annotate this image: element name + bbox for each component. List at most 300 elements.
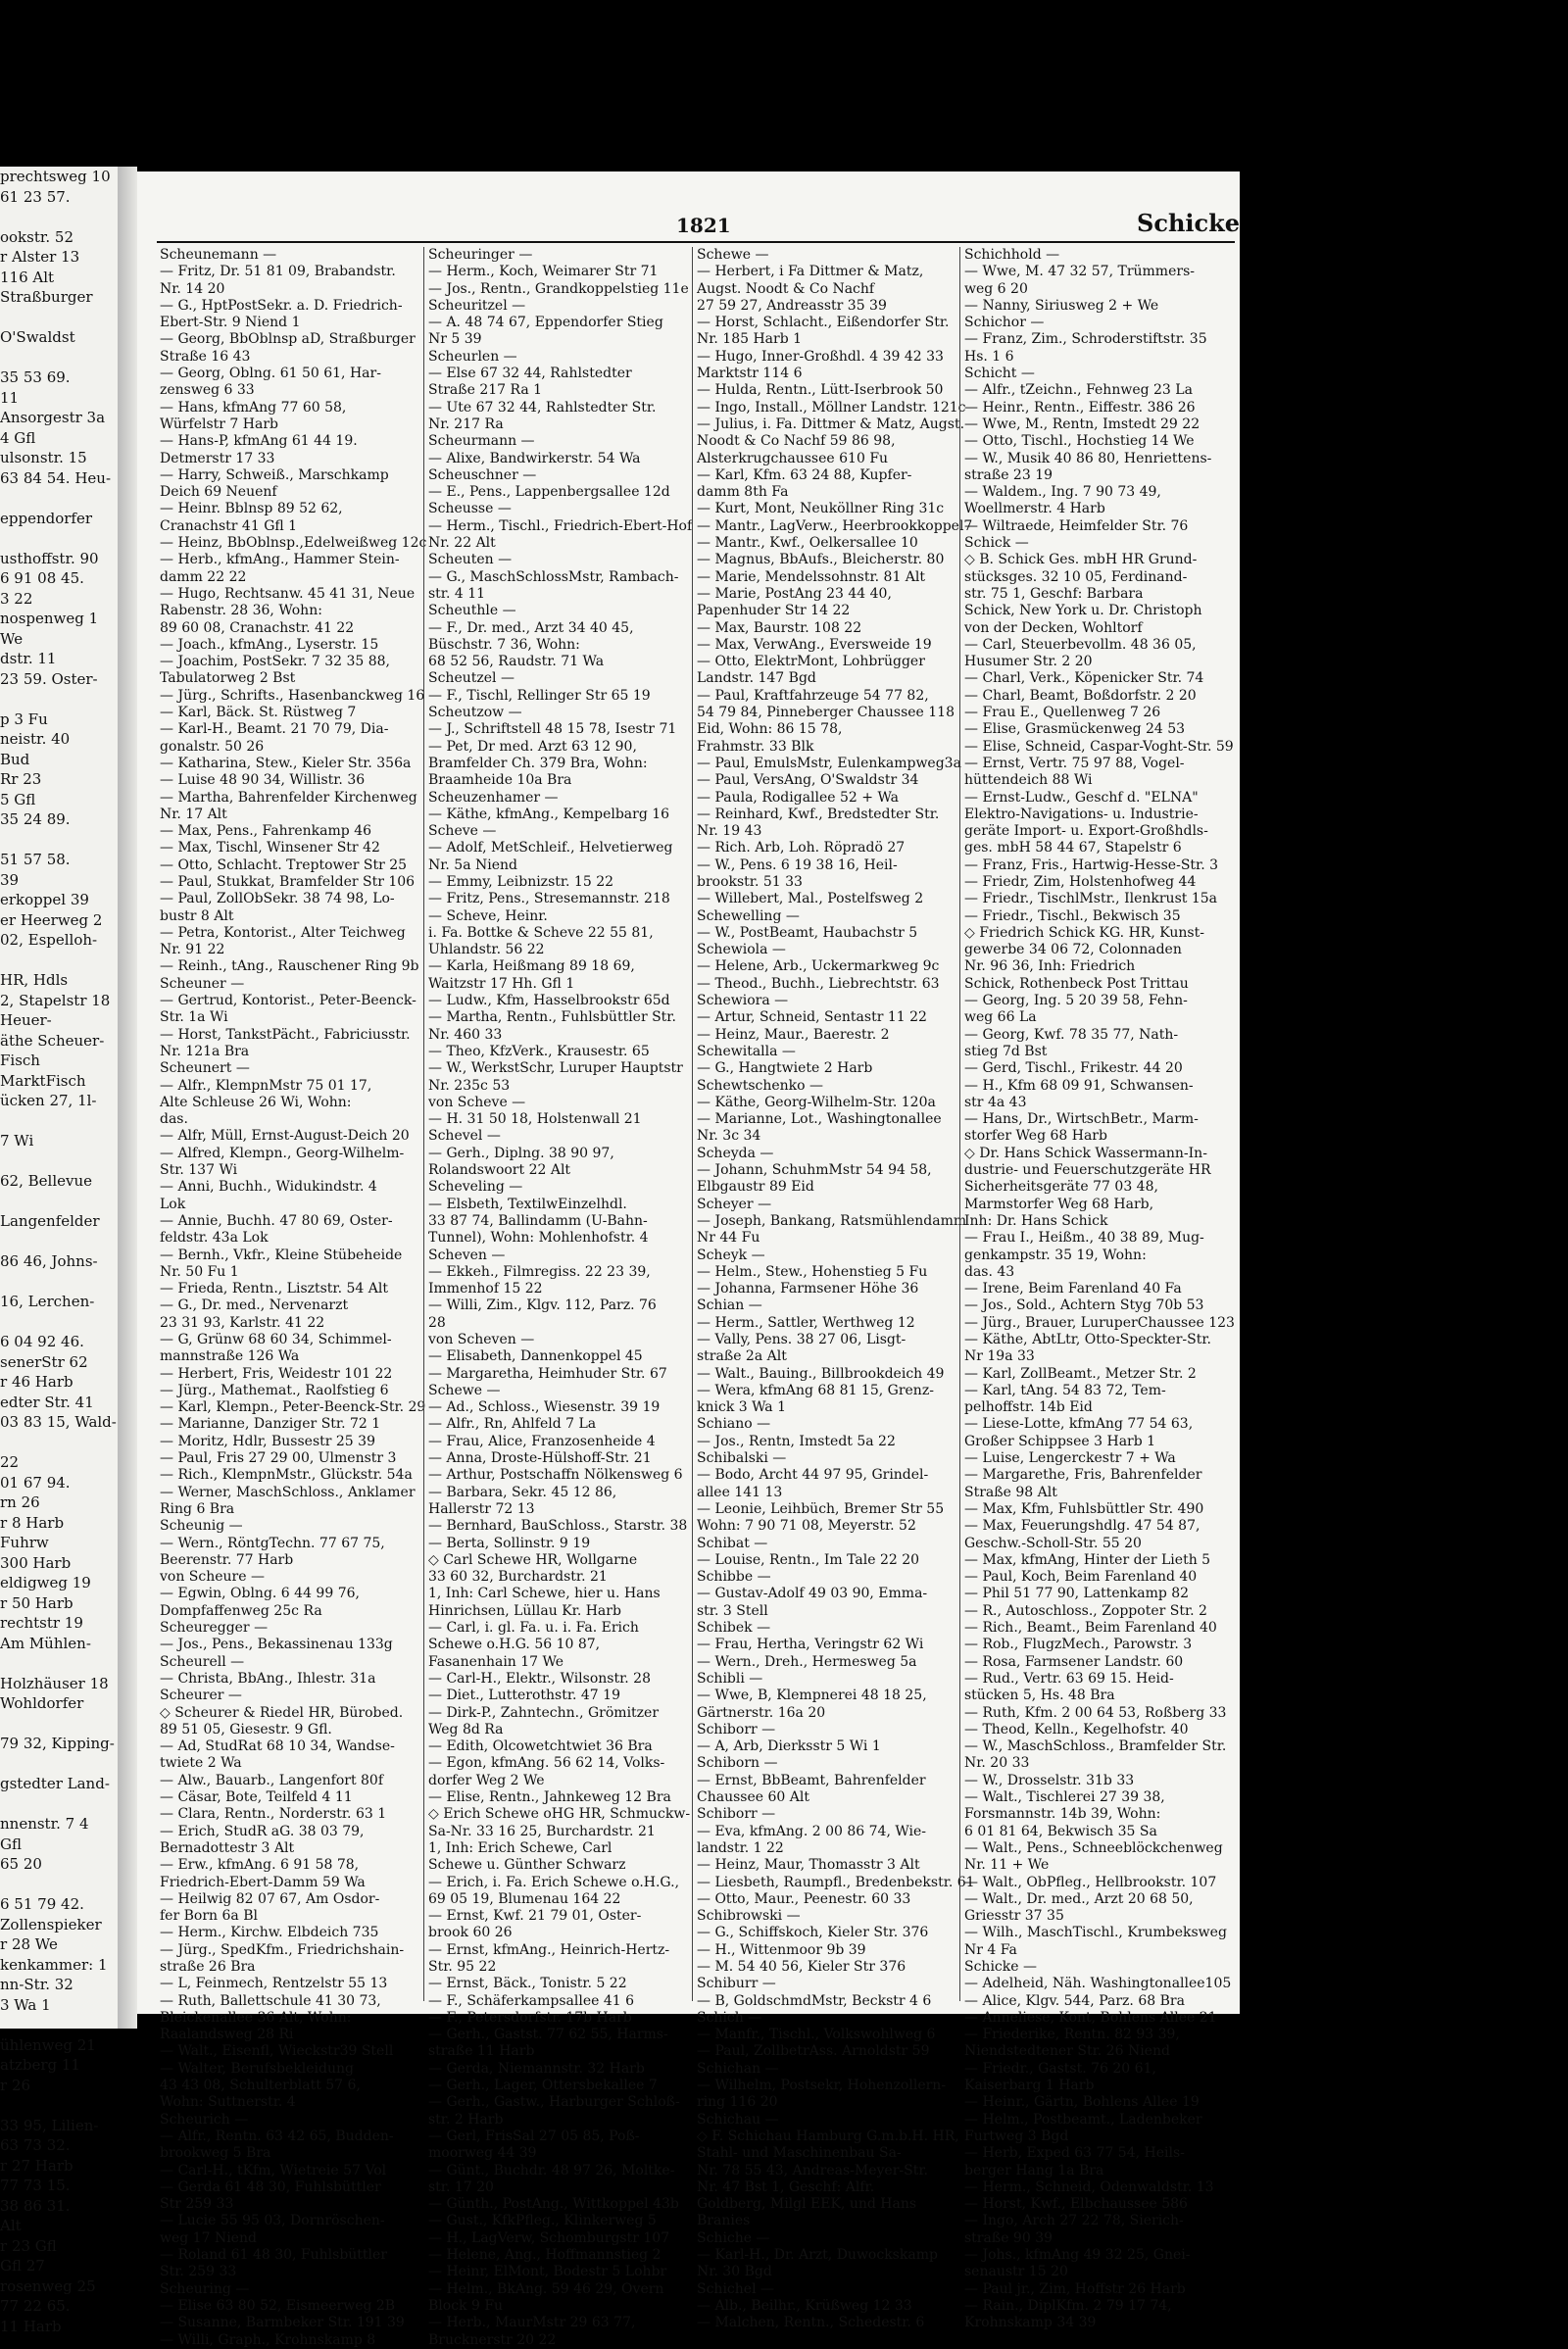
- directory-entry-line: das.: [160, 1111, 188, 1128]
- directory-entry-line: — Louise, Rentn., Im Tale 22 20: [697, 1551, 920, 1568]
- directory-entry-line: Inh: Dr. Hans Schick: [964, 1212, 1108, 1229]
- directory-entry-line: — Gerh., Lager, Ottersbekallee 7: [428, 2078, 658, 2094]
- surname-heading: Schick —: [964, 535, 1029, 552]
- left-page-line: 01 67 94.: [0, 1473, 71, 1492]
- directory-entry-line: — Ernst, Kwf. 21 79 01, Oster-: [428, 1908, 642, 1925]
- left-page-line: [0, 1754, 118, 1775]
- left-page-line: ookstr. 52: [0, 227, 74, 246]
- directory-entry-line: — G., Dr. med., Nervenarzt: [160, 1297, 349, 1314]
- directory-entry-line: Tunnel), Wohn: Mohlenhofstr. 4: [428, 1230, 649, 1247]
- surname-heading: Schichhold —: [964, 247, 1060, 263]
- left-page-line: HR, Hdls: [0, 971, 69, 989]
- directory-entry-line: 28: [428, 1314, 446, 1331]
- directory-entry-line: — Max, VerwAng., Eversweide 19: [697, 636, 932, 653]
- directory-entry-line: Nr. 121a Bra: [160, 1043, 250, 1059]
- left-page-line: rn 26: [0, 1493, 40, 1511]
- directory-entry-line: — Ernst, BbBeamt, Bahrenfelder: [697, 1772, 926, 1788]
- directory-entry-line: — Herm., Schneid, Odenwaldstr. 13: [964, 2178, 1214, 2195]
- directory-entry-line: Bernadottestr 3 Alt: [160, 1839, 295, 1856]
- directory-entry-line: — Jürg., Brauer, LuruperChaussee 123: [964, 1314, 1235, 1331]
- directory-entry-line: — Georg, Oblng. 61 50 61, Har-: [160, 366, 381, 382]
- directory-entry-line: — Marianne, Danziger Str. 72 1: [160, 1416, 381, 1433]
- left-page-line: 63 84 54. Heu-: [0, 468, 112, 487]
- directory-entry-line: — Ingo, Install., Möllner Landstr. 121c: [697, 399, 966, 416]
- left-page-line: erkoppel 39: [0, 891, 89, 908]
- directory-entry-line: Str 259 33: [160, 2196, 234, 2213]
- directory-entry-line: 68 52 56, Raudstr. 71 Wa: [428, 654, 605, 670]
- directory-entry-line: — Eva, kfmAng. 2 00 86 74, Wie-: [697, 1823, 926, 1839]
- directory-entry-line: i. Fa. Bottke & Scheve 22 55 81,: [428, 924, 654, 941]
- directory-entry-line: — Helm., Stew., Hohenstieg 5 Fu: [697, 1263, 928, 1280]
- directory-entry-line: — Karl, Klempn., Peter-Beenck-Str. 29: [160, 1399, 426, 1416]
- directory-entry-line: — Paul, Fris 27 29 00, Ulmenstr 3: [160, 1450, 397, 1467]
- surname-heading: Schibalski —: [697, 1450, 787, 1467]
- directory-entry-line: — Elise 63 80 52, Eismeerweg 2B: [160, 2297, 396, 2314]
- directory-entry-line: — Otto, Tischl., Hochstieg 14 We: [964, 433, 1195, 450]
- directory-entry-line: Nr 4 Fa: [964, 1941, 1017, 1958]
- directory-entry-line: Nr. 460 33: [428, 1026, 503, 1043]
- directory-entry-line: von der Decken, Wohltorf: [964, 619, 1143, 636]
- directory-entry-line: — Kurt, Mont, Neuköllner Ring 31c: [697, 501, 945, 517]
- surname-heading: Scheyk —: [697, 1247, 765, 1263]
- surname-heading: Scheuzenhamer —: [428, 789, 559, 806]
- directory-entry-line: — H., Wittenmoor 9b 39: [697, 1941, 866, 1958]
- directory-entry-line: Nr 19a 33: [964, 1348, 1035, 1365]
- directory-entry-line: damm 8th Fa: [697, 484, 789, 501]
- directory-entry-line: — Reinh., tAng., Rauschener Ring 9b: [160, 958, 419, 975]
- directory-entry-line: — Ruth, Ballettschule 41 30 73,: [160, 1992, 381, 2009]
- directory-entry-line: — Marie, PostAng 23 44 40,: [697, 585, 892, 602]
- directory-entry-line: Detmerstr 17 33: [160, 450, 275, 466]
- directory-entry-line: ◇ Friedrich Schick KG. HR, Kunst-: [964, 924, 1204, 941]
- directory-entry-line: — Hans-P, kfmAng 61 44 19.: [160, 433, 358, 450]
- directory-entry-line: — R., Autoschloss., Zoppoter Str. 2: [964, 1602, 1207, 1619]
- directory-entry-line: weg 17 Niend: [160, 2229, 257, 2246]
- directory-entry-line: — F., Dr. med., Arzt 34 40 45,: [428, 619, 634, 636]
- directory-entry-line: — Friedr., Gastst. 76 20 61,: [964, 2060, 1156, 2077]
- surname-heading: Schichor —: [964, 315, 1045, 331]
- directory-entry-line: Griesstr 37 35: [964, 1908, 1064, 1925]
- directory-entry-line: — Alfred, Klempn., Georg-Wilhelm-: [160, 1145, 405, 1161]
- directory-entry-line: stücken 5, Hs. 48 Bra: [964, 1688, 1115, 1704]
- surname-heading: Scheuthle —: [428, 603, 516, 619]
- directory-entry-line: — G., MaschSchlossMstr, Rambach-: [428, 568, 679, 585]
- directory-entry-line: — M. 54 40 56, Kieler Str 376: [697, 1958, 906, 1975]
- directory-entry-line: — W., WerkstSchr, Luruper Hauptstr: [428, 1060, 683, 1077]
- directory-entry-line: Ring 6 Bra: [160, 1500, 235, 1517]
- directory-entry-line: Nr. 217 Ra: [428, 416, 504, 432]
- left-page-line: gstedter Land-: [0, 1775, 110, 1792]
- directory-entry-line: — Johs., kfmAng 49 32 25, Gnei-: [964, 2247, 1191, 2264]
- directory-entry-line: — Rich., KlempnMstr., Glückstr. 54a: [160, 1467, 413, 1484]
- directory-entry-line: — Martha, Rentn., Fuhlsbüttler Str.: [428, 1009, 676, 1026]
- directory-entry-line: — Joach., kfmAng., Lyserstr. 15: [160, 636, 379, 653]
- surname-heading: Scheuritzel —: [428, 297, 526, 314]
- running-headword: Schicke: [1137, 209, 1241, 237]
- directory-entry-line: Alsterkrugchaussee 610 Fu: [697, 450, 889, 466]
- left-page-line: Ansorgestr 3a: [0, 409, 106, 426]
- directory-entry-line: — Theo, KfzVerk., Krausestr. 65: [428, 1043, 650, 1059]
- directory-entry-line: Nr. 78 55 43, Andreas-Meyer-Str.: [697, 2162, 928, 2178]
- directory-entry-line: — Harry, Schweiß., Marschkamp: [160, 466, 389, 483]
- directory-entry-line: — Jürg., Mathemat., Raolfstieg 6: [160, 1382, 389, 1398]
- directory-entry-line: — Herb., MaurMstr 29 63 77,: [428, 2315, 636, 2331]
- directory-entry-line: — Alfr., tZeichn., Fehnweg 23 La: [964, 382, 1193, 399]
- directory-entry-line: — Paul, VersAng, O'Swaldstr 34: [697, 772, 919, 789]
- directory-entry-line: — Theod., Buchh., Liebrechtstr. 63: [697, 975, 940, 992]
- directory-entry-line: Augst. Noodt & Co Nachf: [697, 280, 875, 297]
- directory-entry-line: Goldberg, Milgl EEK, und Hans: [697, 2196, 917, 2213]
- left-page-line: [0, 528, 118, 549]
- directory-entry-line: — Heinz, Maur, Thomasstr 3 Alt: [697, 1857, 920, 1874]
- surname-heading: Scheuschner —: [428, 466, 537, 483]
- left-page-line: 77 73 15.: [0, 2177, 71, 2194]
- directory-entry-line: — Heinr. Bblnsp 89 52 62,: [160, 501, 343, 517]
- directory-entry-line: ◇ B. Schick Ges. mbH HR Grund-: [964, 552, 1198, 568]
- directory-entry-line: — Alw., Bauarb., Langenfort 80f: [160, 1772, 384, 1788]
- directory-entry-line: — Wiltraede, Heimfelder Str. 76: [964, 517, 1189, 534]
- directory-entry-line: — Annie, Buchh. 47 80 69, Oster-: [160, 1212, 393, 1229]
- directory-entry-line: — Julius, i. Fa. Dittmer & Matz, Augst.: [697, 416, 965, 432]
- directory-entry-line: — W., Pens. 6 19 38 16, Heil-: [697, 856, 898, 873]
- directory-entry-line: Str. 95 22: [428, 1958, 497, 1975]
- directory-entry-line: — Friedr, Zim, Holstenhofweg 44: [964, 873, 1197, 890]
- directory-entry-line: — Paul jr., Zim, Hoffstr 26 Harb: [964, 2280, 1186, 2297]
- directory-entry-line: Büschstr. 7 36, Wohn:: [428, 636, 580, 653]
- surname-heading: Schian —: [697, 1297, 762, 1314]
- left-page-line: [0, 1875, 118, 1895]
- directory-entry-line: — Max, Pens., Fahrenkamp 46: [160, 823, 372, 840]
- directory-entry-line: Würfelstr 7 Harb: [160, 416, 278, 432]
- directory-entry-line: — G., Schiffskoch, Kieler Str. 376: [697, 1925, 929, 1941]
- directory-entry-line: Husumer Str. 2 20: [964, 654, 1093, 670]
- directory-entry-line: Marmstorfer Weg 68 Harb,: [964, 1196, 1154, 1212]
- directory-entry-line: — Walt., Dr. med., Arzt 20 68 50,: [964, 1890, 1194, 1907]
- directory-entry-line: — Malchen, Rentn., Schedestr. 6: [697, 2315, 925, 2331]
- directory-entry-line: Ebert-Str. 9 Niend 1: [160, 315, 301, 331]
- directory-entry-line: Alte Schleuse 26 Wi, Wohn:: [160, 1094, 352, 1110]
- directory-entry-line: ◇ Carl Schewe HR, Wollgarne: [428, 1551, 638, 1568]
- directory-entry-line: Nr. 3c 34: [697, 1128, 761, 1145]
- directory-entry-line: — Frau, Hertha, Veringstr 62 Wi: [697, 1637, 924, 1653]
- directory-entry-line: — W., Drosselstr. 31b 33: [964, 1772, 1135, 1788]
- surname-heading: Schiborr —: [697, 1721, 776, 1737]
- directory-entry-line: — A. 48 74 67, Eppendorfer Stieg: [428, 315, 663, 331]
- left-page-line: eldigweg 19: [0, 1574, 91, 1591]
- directory-entry-line: — Rob., FlugzMech., Parowstr. 3: [964, 1637, 1193, 1653]
- left-page-line: 79 32, Kipping-: [0, 1735, 115, 1752]
- left-page-line: äthe Scheuer-: [0, 1031, 105, 1050]
- left-page-line: 300 Harb: [0, 1553, 72, 1572]
- directory-entry-line: stücksges. 32 10 05, Ferdinand-: [964, 568, 1188, 585]
- directory-entry-line: — Otto, Maur., Peenestr. 60 33: [697, 1890, 911, 1907]
- directory-entry-line: Bleickenallee 36 Alt, Wohn:: [160, 2009, 352, 2026]
- directory-entry-line: 69 05 19, Blumenau 164 22: [428, 1890, 621, 1907]
- directory-entry-line: Nr. 17 Alt: [160, 806, 227, 822]
- directory-entry-line: Stahl- und Maschinenbau Sa-: [697, 2145, 902, 2162]
- directory-entry-line: — Charl, Beamt, Boßdorfstr. 2 20: [964, 687, 1197, 704]
- left-page-line: [0, 1433, 118, 1453]
- left-page-line: [0, 1232, 118, 1252]
- directory-column-1: [160, 247, 427, 2348]
- directory-entry-line: — Ute 67 32 44, Rahlstedter Str.: [428, 399, 657, 416]
- directory-entry-line: — Marianne, Lot., Washingtonallee: [697, 1111, 942, 1128]
- directory-entry-line: Nr. 91 22: [160, 942, 225, 958]
- directory-entry-line: Woellmerstr. 4 Harb: [964, 501, 1105, 517]
- directory-entry-line: weg 6 20: [964, 280, 1028, 297]
- left-page-line: r 50 Harb: [0, 1593, 74, 1612]
- surname-heading: Scheusse —: [428, 501, 512, 517]
- directory-entry-line: — Walter, Berufsbekleidung: [160, 2060, 354, 2077]
- surname-heading: Schiborn —: [697, 1755, 778, 1772]
- left-page-line: r 27 Harb: [0, 2156, 74, 2175]
- directory-entry-line: — Willi, Zim., Klgv. 112, Parz. 76: [428, 1297, 657, 1314]
- directory-entry-line: Uhlandstr. 56 22: [428, 942, 545, 958]
- directory-entry-line: — Manfr., Tischl., Volkswohlweg 6: [697, 2027, 936, 2043]
- directory-entry-line: — Clara, Rentn., Norderstr. 63 1: [160, 1806, 387, 1823]
- directory-entry-line: — Elisabeth, Dannenkoppel 45: [428, 1348, 643, 1365]
- directory-entry-line: Nr 5 39: [428, 331, 482, 348]
- directory-entry-line: — Anna, Droste-Hülshoff-Str. 21: [428, 1450, 652, 1467]
- directory-entry-line: Fasanenhain 17 We: [428, 1653, 564, 1670]
- directory-entry-line: weg 66 La: [964, 1009, 1037, 1026]
- directory-entry-line: Schick, Rothenbeck Post Trittau: [964, 975, 1189, 992]
- directory-entry-line: Braamheide 10a Bra: [428, 772, 572, 789]
- directory-entry-line: — Berta, Sollinstr. 9 19: [428, 1535, 591, 1551]
- surname-heading: Schibli —: [697, 1670, 763, 1687]
- directory-entry-line: — Hans, Dr., WirtschBetr., Marm-: [964, 1111, 1199, 1128]
- directory-entry-line: — Paul, Koch, Beim Farenland 40: [964, 1569, 1198, 1586]
- directory-entry-line: — Rich. Arb, Loh. Röpradö 27: [697, 840, 906, 856]
- directory-entry-line: — Elise, Rentn., Jahnkeweg 12 Bra: [428, 1789, 671, 1806]
- directory-entry-line: — Ernst, Vertr. 75 97 88, Vogel-: [964, 755, 1185, 771]
- left-page-line: ücken 27, 1l-: [0, 1092, 97, 1109]
- directory-entry-line: — Ruth, Kfm. 2 00 64 53, Roßberg 33: [964, 1704, 1227, 1721]
- left-page-line: 03 83 15, Wald-: [0, 1413, 117, 1431]
- directory-entry-line: — Wilh., MaschTischl., Krumbeksweg: [964, 1925, 1227, 1941]
- directory-entry-line: — Egon, kfmAng. 56 62 14, Volks-: [428, 1755, 665, 1772]
- directory-entry-line: — Barbara, Sekr. 45 12 86,: [428, 1484, 617, 1500]
- directory-entry-line: Cranachstr 41 Gfl 1: [160, 517, 298, 534]
- directory-entry-line: — Liesbeth, Raumpfl., Bredenbekstr. 61: [697, 1874, 975, 1890]
- surname-heading: Scheurell —: [160, 1653, 245, 1670]
- directory-entry-line: Landstr. 147 Bgd: [697, 670, 816, 687]
- directory-entry-line: — Karl, tAng. 54 83 72, Tem-: [964, 1382, 1166, 1398]
- directory-entry-line: — Alice, Klgv. 544, Parz. 68 Bra: [964, 1992, 1185, 2009]
- directory-entry-line: Str. 259 33: [160, 2264, 237, 2280]
- directory-entry-line: 89 51 05, Giesestr. 9 Gfl.: [160, 1721, 332, 1737]
- left-page-line: Heuer-: [0, 1011, 52, 1029]
- left-page-line: er Heerweg 2: [0, 910, 103, 929]
- surname-heading: Scheunert —: [160, 1060, 250, 1077]
- directory-entry-line: — Jürg., SpedKfm., Friedrichshain-: [160, 1941, 405, 1958]
- directory-entry-line: 1, Inh: Carl Schewe, hier u. Hans: [428, 1586, 661, 1602]
- directory-entry-line: — Gerh., Diplng. 38 90 97,: [428, 1145, 614, 1161]
- directory-entry-line: — Jürg., Schrifts., Hasenbanckweg 16: [160, 687, 425, 704]
- directory-entry-line: — Herm., Kirchw. Elbdeich 735: [160, 1925, 379, 1941]
- left-page-line: Fuhrw: [0, 1534, 49, 1551]
- left-page-line: Am Mühlen-: [0, 1634, 91, 1652]
- left-page-line: [0, 1192, 118, 1212]
- surname-heading: Scheurich —: [160, 2111, 249, 2128]
- directory-entry-line: — Franz, Zim., Schroderstiftstr. 35: [964, 331, 1207, 348]
- directory-entry-line: gonalstr. 50 26: [160, 738, 265, 755]
- left-page-line: nn-Str. 32: [0, 1976, 74, 1993]
- directory-entry-line: — Herm., Sattler, Werthweg 12: [697, 1314, 915, 1331]
- directory-entry-line: — Friedr., Tischl., Bekwisch 35: [964, 907, 1181, 924]
- left-page-line: nospenweg 1: [0, 610, 99, 627]
- left-page-line: r 8 Harb: [0, 1513, 65, 1532]
- directory-entry-line: — Scheve, Heinr.: [428, 907, 548, 924]
- directory-entry-line: — Martha, Bahrenfelder Kirchenweg: [160, 789, 417, 806]
- left-page-line: 63 73 32.: [0, 2136, 71, 2154]
- page-number: 1821: [676, 214, 731, 237]
- directory-entry-line: stieg 7d Bst: [964, 1043, 1048, 1059]
- directory-entry-line: Elbgaustr 89 Eid: [697, 1179, 814, 1196]
- left-page-line: 65 20: [0, 1855, 42, 1873]
- directory-entry-line: — Wern., Dreh., Hermesweg 5a: [697, 1653, 917, 1670]
- left-page-line: Gfl: [0, 1835, 22, 1853]
- left-page-line: 6 04 92 46.: [0, 1333, 84, 1350]
- surname-heading: Scheuring —: [160, 2280, 250, 2297]
- directory-entry-line: — Otto, Schlacht. Treptower Str 25: [160, 856, 408, 873]
- directory-entry-line: — Max, kfmAng, Hinter der Lieth 5: [964, 1551, 1211, 1568]
- directory-entry-line: Nr. 14 20: [160, 280, 225, 297]
- directory-entry-line: — H. 31 50 18, Holstenwall 21: [428, 1111, 642, 1128]
- directory-entry-line: — W., Musik 40 86 80, Henriettens-: [964, 450, 1212, 466]
- directory-entry-line: Nr. 30 Bgd: [697, 2264, 772, 2280]
- surname-heading: Schewtschenko —: [697, 1077, 824, 1094]
- surname-heading: Scheunemann —: [160, 247, 277, 263]
- directory-entry-line: Sicherheitsgeräte 77 03 48,: [964, 1179, 1158, 1196]
- directory-entry-line: — Karl-H., Dr. Arzt, Duwockskamp: [697, 2247, 938, 2264]
- directory-entry-line: — Max, Baurstr. 108 22: [697, 619, 862, 636]
- directory-entry-line: feldstr. 43a Lok: [160, 1230, 269, 1247]
- directory-entry-line: str. 3 Stell: [697, 1602, 768, 1619]
- directory-column-2: [428, 247, 693, 2348]
- directory-entry-line: — Käthe, AbtLtr, Otto-Speckter-Str.: [964, 1332, 1211, 1347]
- left-page-line: prechtsweg 10: [0, 168, 111, 185]
- left-page-line: neistr. 40: [0, 730, 71, 748]
- directory-entry-line: — Carl-H., Elektr., Wilsonstr. 28: [428, 1670, 651, 1687]
- surname-heading: Schicht —: [964, 366, 1035, 382]
- column-divider: [692, 247, 693, 2001]
- directory-entry-line: Schewe u. Günther Schwarz: [428, 1857, 626, 1874]
- directory-entry-line: — Werner, MaschSchloss., Anklamer: [160, 1484, 416, 1500]
- directory-entry-line: — Paul, Kraftfahrzeuge 54 77 82,: [697, 687, 929, 704]
- directory-entry-line: — W., PostBeamt, Haubachstr 5: [697, 924, 918, 941]
- surname-heading: Scheurmann —: [428, 433, 535, 450]
- directory-entry-line: str. 75 1, Geschf: Barbara: [964, 585, 1144, 602]
- directory-entry-line: — Lucie 55 95 03, Dornröschen-: [160, 2213, 385, 2229]
- directory-entry-line: Nr. 20 33: [964, 1755, 1030, 1772]
- directory-entry-line: Noodt & Co Nachf 59 86 98,: [697, 433, 896, 450]
- directory-entry-line: — Heilwig 82 07 67, Am Osdor-: [160, 1890, 380, 1907]
- directory-entry-line: brookweg 5 Bra: [160, 2145, 271, 2162]
- directory-entry-line: — W., MaschSchloss., Bramfelder Str.: [964, 1738, 1227, 1755]
- left-page-line: senerStr 62: [0, 1352, 88, 1371]
- directory-entry-line: Straße 98 Alt: [964, 1484, 1057, 1500]
- directory-entry-line: — Luise, Lengerckestr 7 + Wa: [964, 1450, 1176, 1467]
- directory-entry-line: Krohnskamp 34 39: [964, 2315, 1097, 2331]
- directory-entry-line: — Ingo, Arch 27 22 78, Sierich-: [964, 2213, 1184, 2229]
- directory-entry-line: moorweg 44 39: [428, 2145, 537, 2162]
- left-page-line: Straßburger: [0, 288, 93, 306]
- directory-entry-line: — Bernhard, BauSchloss., Starstr. 38: [428, 1518, 688, 1535]
- directory-entry-line: das. 43: [964, 1263, 1015, 1280]
- left-page-line: 6 51 79 42.: [0, 1895, 84, 1913]
- directory-entry-line: — Karla, Heißmang 89 18 69,: [428, 958, 635, 975]
- left-page-line: atzberg 11: [0, 2056, 80, 2074]
- directory-entry-line: geräte Import- u. Export-Großhdls-: [964, 823, 1208, 840]
- directory-entry-line: — Rich., Beamt., Beim Farenland 40: [964, 1620, 1217, 1637]
- surname-heading: Scheyda —: [697, 1145, 774, 1161]
- directory-entry-line: Schick, New York u. Dr. Christoph: [964, 603, 1202, 619]
- directory-entry-line: — Georg, BbOblnsp aD, Straßburger: [160, 331, 416, 348]
- surname-heading: Schiano —: [697, 1416, 771, 1433]
- directory-entry-line: — Paul, ZollObSekr. 38 74 98, Lo-: [160, 891, 395, 907]
- directory-entry-line: — Herb, Exped 63 77 54, Heils-: [964, 2145, 1185, 2162]
- directory-entry-line: — Rosa, Farmsener Landstr. 60: [964, 1653, 1184, 1670]
- directory-entry-line: — Susanne, Barmbeker Str. 191 39: [160, 2315, 405, 2331]
- directory-entry-line: — Horst, TankstPächt., Fabriciusstr.: [160, 1026, 411, 1043]
- directory-entry-line: — Mantr., LagVerw., Heerbrookkoppel7: [697, 517, 973, 534]
- directory-entry-line: Wohn: 7 90 71 08, Meyerstr. 52: [697, 1518, 916, 1535]
- directory-entry-line: — Karl, Kfm. 63 24 88, Kupfer-: [697, 466, 912, 483]
- directory-entry-line: — Heinr., Gärtn, Bohlens Allee 19: [964, 2094, 1200, 2111]
- surname-heading: Schiburr —: [697, 1976, 776, 1992]
- directory-entry-line: Lok: [160, 1196, 186, 1212]
- directory-entry-line: — Hugo, Rechtsanw. 45 41 31, Neue: [160, 585, 416, 602]
- directory-entry-line: — Jos., Rentn., Grandkoppelstieg 11e: [428, 280, 689, 297]
- surname-heading: Schewe —: [697, 247, 769, 263]
- directory-entry-line: Schewe o.H.G. 56 10 87,: [428, 1637, 601, 1653]
- directory-entry-line: — Moritz, Hdlr, Bussestr 25 39: [160, 1433, 375, 1449]
- left-page-line: 33 95, Lilien-: [0, 2116, 99, 2134]
- directory-entry-line: — Max, Kfm, Fuhlsbüttler Str. 490: [964, 1500, 1204, 1517]
- directory-entry-line: — E., Pens., Lappenbergsallee 12d: [428, 484, 670, 501]
- directory-entry-line: — Fritz, Pens., Stresemannstr. 218: [428, 891, 670, 907]
- directory-entry-line: — Gertrud, Kontorist., Peter-Beenck-: [160, 993, 416, 1009]
- directory-entry-line: — Ad, StudRat 68 10 34, Wandse-: [160, 1738, 395, 1755]
- directory-column-4: [964, 247, 1235, 2331]
- directory-entry-line: — Rain., DiplKfm. 2 79 17 74,: [964, 2297, 1172, 2314]
- directory-entry-line: straße 23 19: [964, 466, 1054, 483]
- directory-entry-line: 27 59 27, Andreasstr 35 39: [697, 297, 887, 314]
- directory-entry-line: — Käthe, kfmAng., Kempelbarg 16: [428, 806, 670, 822]
- directory-entry-line: dorfer Weg 2 We: [428, 1772, 545, 1788]
- directory-entry-line: Gärtnerstr. 16a 20: [697, 1704, 826, 1721]
- directory-entry-line: — Karl, ZollBeamt., Metzer Str. 2: [964, 1365, 1197, 1382]
- directory-entry-line: — Bodo, Archt 44 97 95, Grindel-: [697, 1467, 929, 1484]
- directory-entry-line: — Liese-Lotte, kfmAng 77 54 63,: [964, 1416, 1194, 1433]
- surname-heading: Scheven —: [428, 1247, 506, 1263]
- directory-entry-line: — Ludw., Kfm, Hasselbrookstr 65d: [428, 993, 670, 1009]
- directory-entry-line: Kaiserbarg 1 Harb: [964, 2078, 1095, 2094]
- directory-entry-line: 33 60 32, Burchardstr. 21: [428, 1569, 608, 1586]
- directory-entry-line: damm 22 22: [160, 568, 247, 585]
- directory-entry-line: — Erw., kfmAng. 6 91 58 78,: [160, 1857, 360, 1874]
- directory-entry-line: — Wwe, M. 47 32 57, Trümmers-: [964, 264, 1195, 280]
- directory-entry-line: — Mantr., Kwf., Oelkersallee 10: [697, 535, 918, 552]
- directory-entry-line: — Herbert, i Fa Dittmer & Matz,: [697, 264, 924, 280]
- left-page-line: [0, 830, 118, 851]
- directory-entry-line: ring 116 20: [697, 2094, 778, 2111]
- directory-entry-line: — Herm., Koch, Weimarer Str 71: [428, 264, 659, 280]
- directory-entry-line: — Jos., Pens., Bekassinenau 133g: [160, 1637, 393, 1653]
- directory-entry-line: Geschw.-Scholl-Str. 55 20: [964, 1535, 1142, 1551]
- directory-entry-line: — Erich, i. Fa. Erich Schewe o.H.G.,: [428, 1874, 680, 1890]
